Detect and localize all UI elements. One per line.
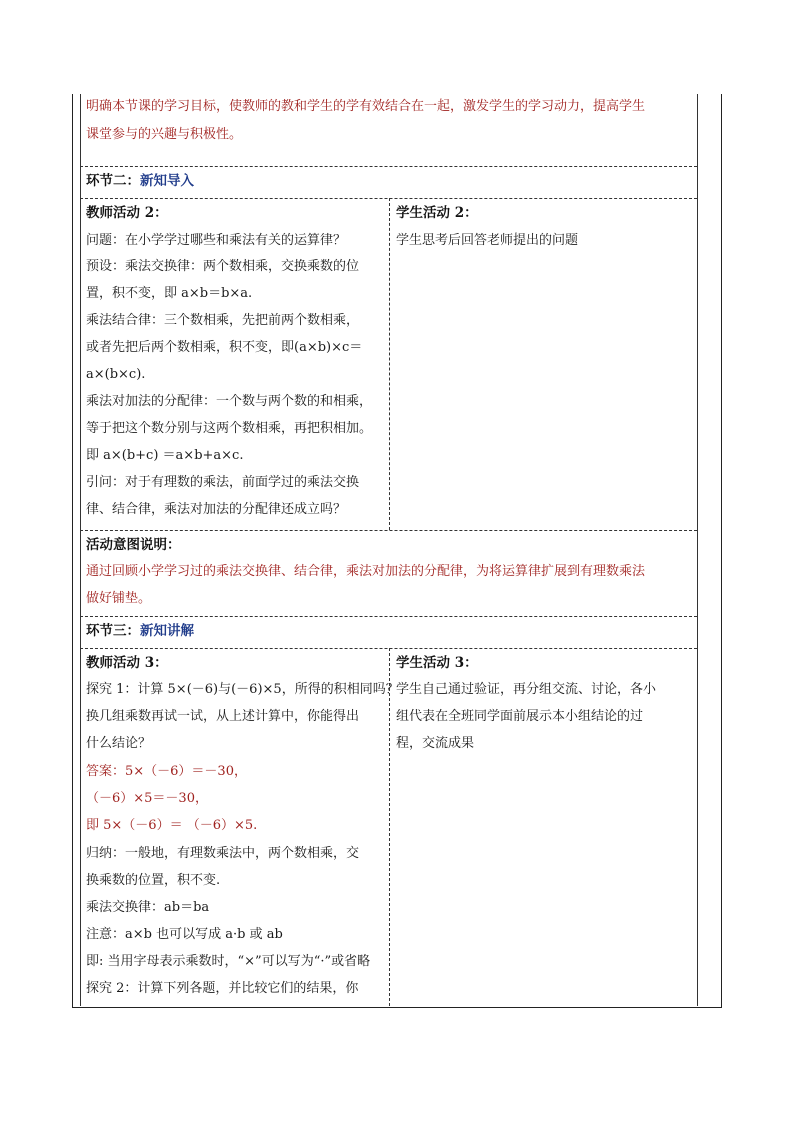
section3-header xyxy=(86,622,194,640)
section3-title: 新知讲解 xyxy=(140,623,194,639)
teacher-activity-3-title: 教师活动 3： xyxy=(86,655,168,671)
answer-line: （－6）×5＝－30， xyxy=(86,791,208,806)
teacher3-line: 换几组乘数再试一试，从上述计算中，你能得出 xyxy=(86,709,360,724)
row-divider xyxy=(80,616,697,617)
student2-line: 学生思考后回答老师提出的问题 xyxy=(396,233,579,248)
teacher2-line: 问题：在小学学过哪些和乘法有关的运算律？ xyxy=(86,233,347,248)
table-inner-right-border xyxy=(697,94,698,1006)
teacher2-line: 即 a×(b+c) ＝a×b+a×c. xyxy=(86,448,244,463)
teacher3-line: 即: 当用字母表示乘数时，“×”可以写为“·”或省略 xyxy=(86,954,371,969)
teacher3-line: 探究 1：计算 5×(－6)与(－6)×5，所得的积相同吗？ xyxy=(86,682,399,697)
student3-line: 组代表在全班同学面前展示本小组结论的过 xyxy=(396,709,644,724)
row-divider xyxy=(80,166,697,167)
student-activity-3-title: 学生活动 3： xyxy=(396,655,478,671)
section3-prefix: 环节三： xyxy=(86,623,140,639)
answer-line: 即 5×（－6）＝ （－6）×5. xyxy=(86,818,258,833)
section2-header xyxy=(86,172,194,190)
table-inner-left-border xyxy=(80,94,81,1006)
teacher2-line: 预设：乘法交换律：两个数相乘，交换乘数的位 xyxy=(86,259,360,274)
column-divider xyxy=(389,198,390,530)
row-divider xyxy=(80,530,697,531)
teacher2-line: 置，积不变，即 a×b＝b×a. xyxy=(86,286,253,301)
intro-line-2: 课堂参与的兴趣与积极性。 xyxy=(86,127,243,142)
teacher3-line: 乘法交换律：ab＝ba xyxy=(86,900,210,915)
teacher3-line: 什么结论？ xyxy=(86,736,152,751)
teacher2-line: 乘法结合律：三个数相乘，先把前两个数相乘， xyxy=(86,313,360,328)
teacher3-line: 探究 2：计算下列各题，并比较它们的结果，你 xyxy=(86,981,359,996)
teacher2-line: a×(b×c). xyxy=(86,367,146,382)
teacher3-line: 注意：a×b 也可以写成 a·b 或 ab xyxy=(86,927,283,942)
intent-line: 做好铺垫。 xyxy=(86,591,152,606)
teacher2-line: 律、结合律，乘法对加法的分配律还成立吗？ xyxy=(86,502,347,517)
section2-title: 新知导入 xyxy=(140,173,194,189)
student3-line: 程，交流成果 xyxy=(396,736,475,751)
intro-line-1: 明确本节课的学习目标，使教师的教和学生的学有效结合在一起，激发学生的学习动力，提高学生 xyxy=(86,99,646,114)
teacher2-line: 引问：对于有理数的乘法，前面学过的乘法交换 xyxy=(86,475,360,490)
teacher-activity-2-title: 教师活动 2： xyxy=(86,205,168,221)
teacher2-line: 或者先把后两个数相乘，积不变，即(a×b)×c＝ xyxy=(86,340,363,355)
teacher2-line: 乘法对加法的分配律：一个数与两个数的和相乘， xyxy=(86,394,373,409)
intent-title: 活动意图说明： xyxy=(86,537,181,553)
teacher2-line: 等于把这个数分别与这两个数相乘，再把积相加。 xyxy=(86,421,373,436)
column-divider xyxy=(389,648,390,1006)
answer-line: 答案：5×（－6）＝－30， xyxy=(86,764,247,779)
student3-line: 学生自己通过验证，再分组交流、讨论，各小 xyxy=(396,682,657,697)
section2-prefix: 环节二： xyxy=(86,173,140,189)
teacher3-line: 换乘数的位置，积不变. xyxy=(86,873,221,888)
teacher3-line: 归纳：一般地，有理数乘法中，两个数相乘，交 xyxy=(86,846,360,861)
student-activity-2-title: 学生活动 2： xyxy=(396,205,478,221)
intent-line: 通过回顾小学学习过的乘法交换律、结合律，乘法对加法的分配律，为将运算律扩展到有理数乘法 xyxy=(86,564,646,579)
